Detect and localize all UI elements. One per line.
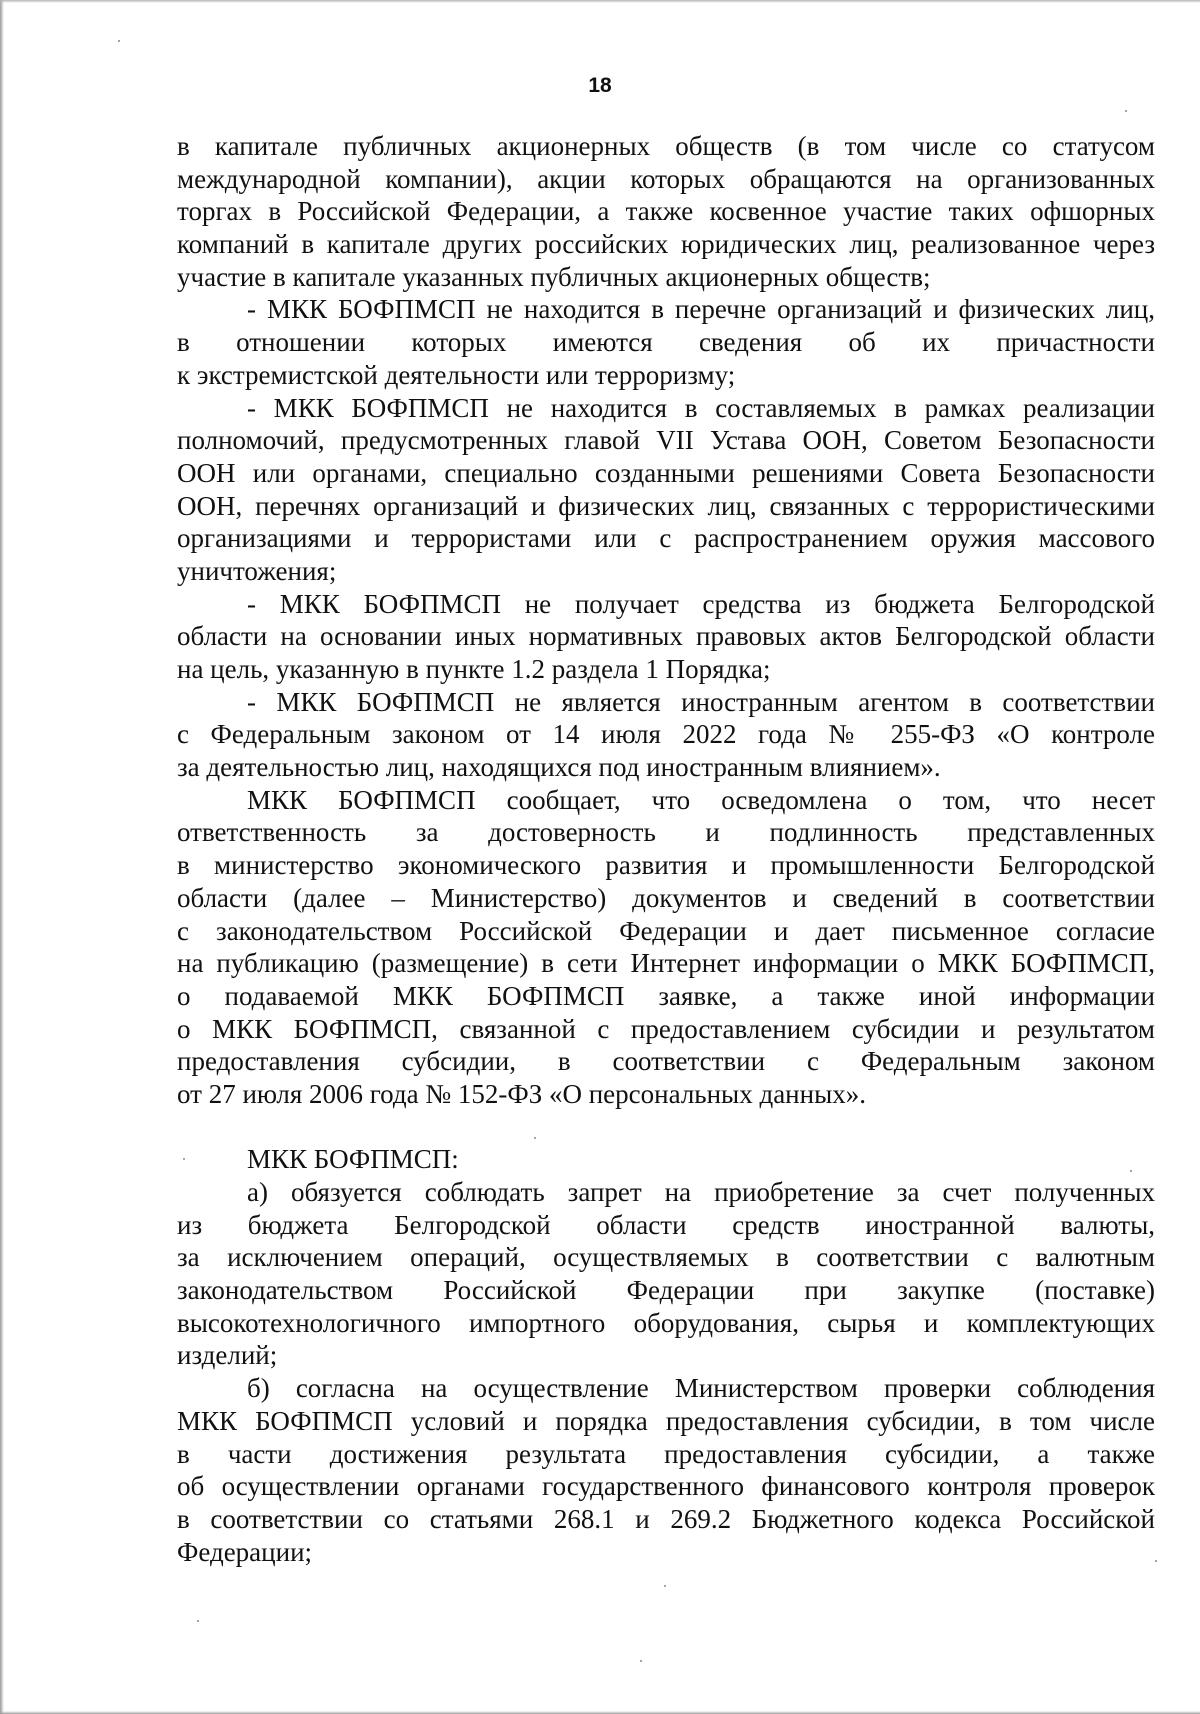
text-line: об осуществлении органами государственного финансового контроля проверок: [177, 1471, 1155, 1502]
paragraph-2: [177, 293, 1155, 391]
scan-edge-top: [0, 0, 1200, 3]
text-line: области на основании иных нормативных правовых актов Белгородской области: [177, 621, 1155, 652]
paragraph-1: [177, 130, 1155, 293]
text-line: Федерации;: [177, 1536, 313, 1567]
text-line: предоставления субсидии, в соответствии с Федеральным законом: [177, 1046, 1155, 1077]
text-line: с Федеральным законом от 14 июля 2022 года № 255-ФЗ «О контроле: [177, 719, 1155, 750]
paragraph-5: [177, 686, 1155, 784]
text-line: законодательством Российской Федерации при закупке (поставке): [177, 1275, 1155, 1306]
text-line: в отношении которых имеются сведения об их причастности: [177, 327, 1155, 358]
scan-speck: [640, 1660, 642, 1662]
page-number: 18: [588, 74, 612, 97]
paragraph-6: [177, 784, 1155, 1111]
text-line: торгах в Российской Федерации, а также косвенное участие таких офшорных: [177, 196, 1155, 227]
text-line: изделий;: [177, 1340, 278, 1371]
text-line: - МКК БОФПМСП не находится в составляемых в рамках реализации: [247, 392, 1155, 423]
scan-edge-left: [0, 0, 4, 1714]
text-line: в части достижения результата предоставления субсидии, а также: [177, 1438, 1155, 1469]
text-line: высокотехнологичного импортного оборудования, сырья и комплектующих: [177, 1307, 1155, 1338]
text-line: а) обязуется соблюдать запрет на приобретение за счет полученных: [247, 1177, 1155, 1207]
text-line: участие в капитале указанных публичных акционерных обществ;: [177, 261, 931, 292]
text-line: МКК БОФПМСП условий и порядка предоставления субсидии, в том числе: [177, 1405, 1155, 1436]
scan-speck: [1155, 1560, 1157, 1562]
text-line: МКК БОФПМСП сообщает, что осведомлена о том, что несет: [247, 784, 1155, 815]
text-line: уничтожения;: [177, 555, 337, 586]
paragraph-7: [177, 1143, 1155, 1176]
text-line: - МКК БОФПМСП не является иностранным агентом в соответствии: [247, 686, 1155, 717]
text-line: в министерство экономического развития и промышленности Белгородской: [177, 850, 1155, 881]
text-line: из бюджета Белгородской области средств иностранной валюты,: [177, 1209, 1155, 1240]
scan-speck: [664, 1585, 666, 1587]
text-line: б) согласна на осуществление Министерством проверки соблюдения: [247, 1373, 1155, 1404]
paragraph-9: [177, 1372, 1155, 1568]
text-line: международной компании), акции которых обращаются на организованных: [177, 163, 1155, 194]
text-line: на публикацию (размещение) в сети Интернет информации о МКК БОФПМСП,: [177, 948, 1155, 979]
text-line: о МКК БОФПМСП, связанной с предоставлением субсидии и результатом: [177, 1013, 1155, 1044]
text-line: в капитале публичных акционерных обществ (в том числе со статусом: [177, 131, 1155, 161]
text-line: с законодательством Российской Федерации и дает письменное согласие: [177, 915, 1155, 946]
text-line: организациями и террористами или с распространением оружия массового: [177, 523, 1155, 554]
text-line: - МКК БОФПМСП не находится в перечне организаций и физических лиц,: [247, 294, 1155, 325]
text-line: на цель, указанную в пункте 1.2 раздела 1 Порядка;: [177, 654, 771, 684]
scan-speck: [197, 1620, 199, 1622]
document-body: [177, 130, 1155, 1568]
text-line: за деятельностью лиц, находящихся под иностранным влиянием».: [177, 752, 941, 783]
scan-speck: [1125, 110, 1127, 112]
text-line: компаний в капитале других российских юридических лиц, реализованное через: [177, 229, 1155, 260]
scan-speck: [118, 40, 120, 42]
text-line: - МКК БОФПМСП не получает средства из бюджета Белгородской: [247, 588, 1155, 619]
text-line: в соответствии со статьями 268.1 и 269.2 Бюджетного кодекса Российской: [177, 1503, 1155, 1534]
blank-line: [177, 1111, 1155, 1144]
text-line: ООН или органами, специально созданными решениями Совета Безопасности: [177, 457, 1155, 488]
paragraph-3: [177, 392, 1155, 588]
text-line: полномочий, предусмотренных главой VII Устава ООН, Советом Безопасности: [177, 425, 1155, 456]
text-line: к экстремистской деятельности или терроризму;: [177, 359, 736, 390]
text-line: ответственность за достоверность и подлинность представленных: [177, 817, 1155, 848]
text-line: ООН, перечнях организаций и физических лиц, связанных с террористическими: [177, 490, 1155, 521]
text-line: о подаваемой МКК БОФПМСП заявке, а также иной информации: [177, 980, 1155, 1011]
paragraph-8: [177, 1176, 1155, 1372]
text-line: области (далее – Министерство) документов и сведений в соответствии: [177, 882, 1155, 913]
text-line: от 27 июля 2006 года № 152-ФЗ «О персональных данных».: [177, 1078, 866, 1109]
text-line: за исключением операций, осуществляемых в соответствии с валютным: [177, 1242, 1155, 1273]
paragraph-4: [177, 588, 1155, 686]
section-heading: МКК БОФПМСП:: [247, 1144, 459, 1175]
